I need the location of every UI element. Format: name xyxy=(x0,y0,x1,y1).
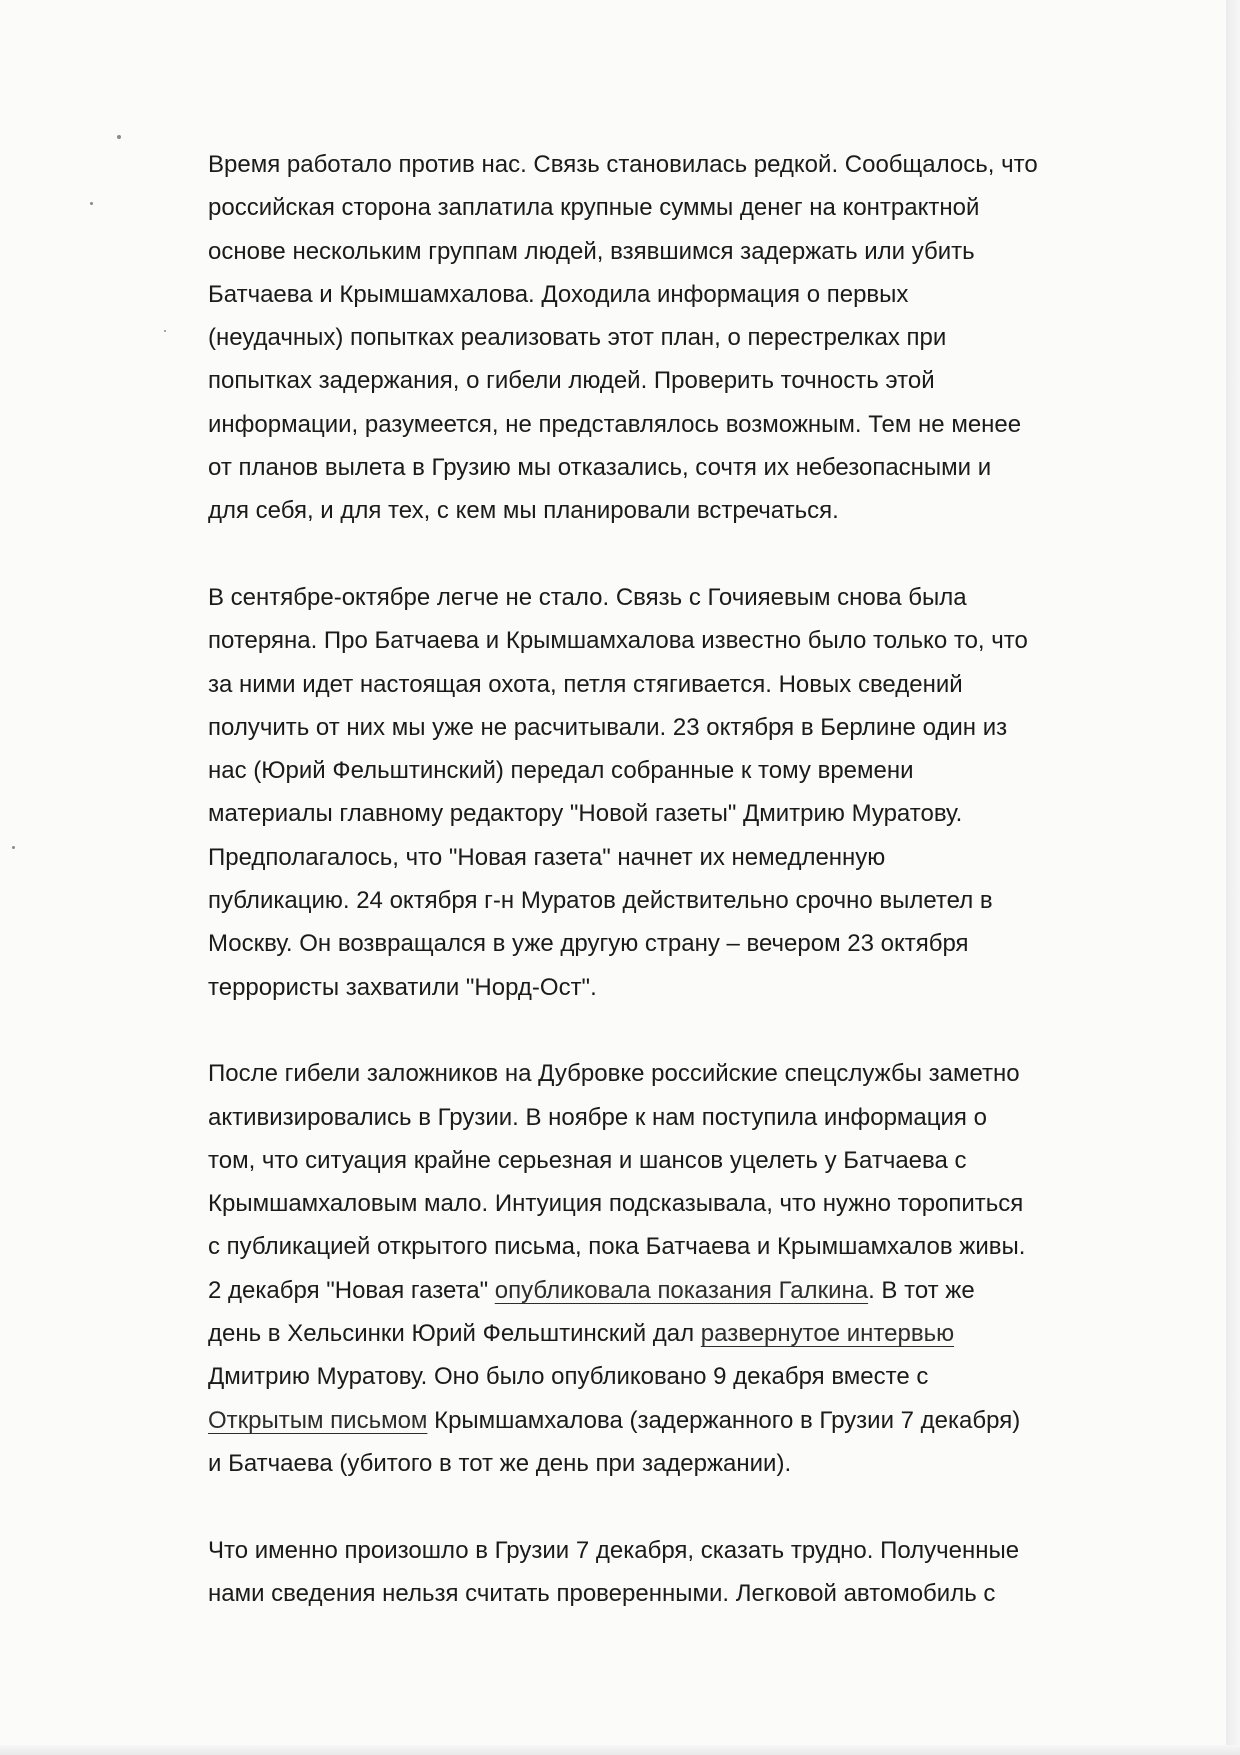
text-line: том, что ситуация крайне серьезная и шансов уцелеть у Батчаева с xyxy=(208,1146,967,1174)
text-line: После гибели заложников на Дубровке российские спецслужбы заметно xyxy=(208,1060,1020,1088)
text-segment: 2 декабря "Новая газета" xyxy=(208,1276,495,1304)
text-segment: день в Хельсинки Юрий Фельштинский дал xyxy=(208,1320,701,1348)
scan-speck xyxy=(117,135,121,139)
text-segment: . В тот же xyxy=(868,1276,975,1304)
text-line-with-link xyxy=(208,1269,1108,1312)
text-segment: Крымшамхалова (задержанного в Грузии 7 декабря) xyxy=(427,1406,1021,1434)
text-line: Время работало против нас. Связь становилась редкой. Сообщалось, что xyxy=(208,151,1038,178)
text-line: активизировались в Грузии. В ноябре к нам поступила информация о xyxy=(208,1103,987,1131)
text-line: потеряна. Про Батчаева и Крымшамхалова известно было только то, что xyxy=(208,627,1028,655)
text-line: Москву. Он возвращался в уже другую страну – вечером 23 октября xyxy=(208,930,969,958)
text-line: информации, разумеется, не представлялось возможным. Тем не менее xyxy=(208,410,1022,438)
text-line: нами сведения нельзя считать проверенными. Легковой автомобиль с xyxy=(208,1579,996,1607)
text-line: нас (Юрий Фельштинский) передал собранные к тому времени xyxy=(208,757,914,785)
scan-speck xyxy=(90,202,93,205)
text-line: Крымшамхаловым мало. Интуиция подсказывала, что нужно торопиться xyxy=(208,1190,1024,1218)
page-edge-right xyxy=(1226,0,1240,1755)
open-letter-link[interactable]: Открытым письмом xyxy=(208,1406,428,1434)
text-line: В сентябре-октябре легче не стало. Связь с Гочияевым снова была xyxy=(208,583,967,611)
page-edge-bottom xyxy=(0,1745,1240,1755)
text-line: Дмитрию Муратову. Оно было опубликовано 9 декабря вместе с xyxy=(208,1363,929,1391)
text-line: от планов вылета в Грузию мы отказались, сочтя их небезопасными и xyxy=(208,454,992,482)
text-line: террористы захватили "Норд-Ост". xyxy=(208,973,597,1001)
text-line: для себя, и для тех, с кем мы планировали встречаться. xyxy=(208,497,839,525)
text-line: (неудачных) попытках реализовать этот план, о перестрелках при xyxy=(208,324,947,352)
text-line: попытках задержания, о гибели людей. Проверить точность этой xyxy=(208,367,935,395)
scan-speck xyxy=(164,330,166,332)
interview-link[interactable]: развернутое интервью xyxy=(700,1320,955,1348)
text-line: материалы главному редактору "Новой газеты" Дмитрию Муратову. xyxy=(208,800,963,828)
text-line: Что именно произошло в Грузии 7 декабря, сказать трудно. Полученные xyxy=(208,1536,1020,1564)
document-body xyxy=(208,143,1108,1658)
paragraph-3 xyxy=(208,1052,1108,1485)
text-line: и Батчаева (убитого в тот же день при задержании). xyxy=(208,1449,792,1477)
text-line-with-link xyxy=(208,1399,1108,1442)
text-line: Батчаева и Крымшамхалова. Доходила информация о первых xyxy=(208,280,909,308)
text-line: Предполагалось, что "Новая газета" начнет их немедленную xyxy=(208,843,886,871)
text-line: получить от них мы уже не расчитывали. 23 октября в Берлине один из xyxy=(208,713,1008,741)
text-line: за ними идет настоящая охота, петля стягивается. Новых сведений xyxy=(208,670,963,698)
text-line-with-link xyxy=(208,1312,1108,1355)
text-line: основе нескольким группам людей, взявшимся задержать или убить xyxy=(208,237,975,265)
paragraph-4 xyxy=(208,1529,1108,1616)
scan-speck xyxy=(12,846,15,849)
paragraph-1 xyxy=(208,143,1108,533)
paragraph-2 xyxy=(208,576,1108,1009)
galkin-testimony-link[interactable]: опубликовала показания Галкина xyxy=(494,1276,869,1304)
text-line: российская сторона заплатила крупные суммы денег на контрактной xyxy=(208,194,980,222)
text-line: публикацию. 24 октября г-н Муратов действительно срочно вылетел в xyxy=(208,887,993,915)
text-line: с публикацией открытого письма, пока Батчаева и Крымшамхалов живы. xyxy=(208,1233,1026,1261)
